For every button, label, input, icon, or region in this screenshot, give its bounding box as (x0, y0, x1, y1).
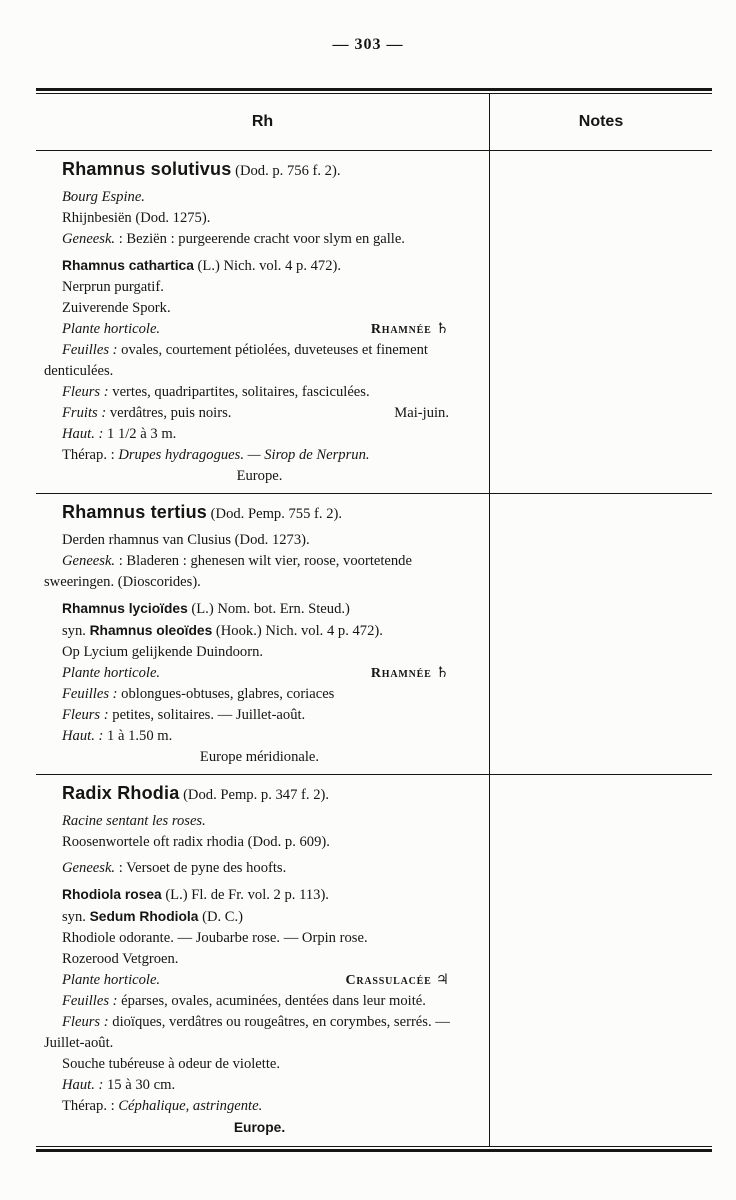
entry-text-segment: Racine sentant les roses. (62, 813, 206, 829)
entry-line (44, 382, 475, 403)
table-grid (36, 94, 712, 1146)
entry-text-segment: ♄ (435, 321, 449, 337)
entry-line (44, 705, 475, 726)
column-header-rh: Rh (36, 94, 490, 150)
entry-line (44, 445, 475, 466)
entry-line (44, 229, 475, 250)
reference-table (36, 88, 712, 1152)
entry-line (44, 663, 475, 684)
entry-line (44, 949, 475, 970)
entry-text-segment: éparses, ovales, acuminées, dentées dans leur moité. (117, 993, 426, 1009)
entry-text-segment: (Dod. p. 756 f. 2). (231, 163, 341, 179)
notes-cell (490, 494, 712, 774)
entry-text-segment: : Beziën : purgeerende cracht voor slym en galle. (115, 231, 405, 247)
entry-text-segment: Plante horticole. (62, 321, 161, 337)
entry-text-segment: Rozerood Vetgroen. (62, 951, 179, 967)
entry-text-segment: dioïques, verdâtres ou rougeâtres, en corymbes, serrés. — Juillet-août. (44, 1014, 450, 1051)
entry-line (44, 340, 475, 382)
entry (36, 151, 490, 493)
entry-text-segment: ovales, courtement pétiolées, duveteuses et finement denticulées. (44, 342, 428, 379)
entry-line (44, 298, 475, 319)
entry-line (44, 1117, 475, 1139)
entry-text-segment: Rhamnus oleoïdes (89, 623, 213, 638)
entry-text-segment: Europe. (236, 468, 283, 484)
entry-text-segment: : Bladeren : ghenesen wilt vier, roose, voortetende sweeringen. (Dioscorides). (44, 553, 412, 590)
entry-text-segment: Feuilles : (62, 993, 118, 1009)
top-rule-thick (36, 88, 712, 91)
entry-text-segment: Crassulacée (345, 973, 436, 988)
entry-text-segment: (Dod. Pemp. 755 f. 2). (207, 506, 343, 522)
entry-text-segment: Haut. : (62, 426, 104, 442)
entry-line (44, 551, 475, 593)
entry-row (36, 151, 712, 493)
entry-text-segment: 1 1/2 à 3 m. (103, 426, 177, 442)
entry-line (44, 1054, 475, 1075)
entry-line (44, 906, 475, 928)
line-left-part (44, 663, 160, 684)
entry-text-segment: Céphalique, astringente. (118, 1098, 263, 1114)
entry-text-segment: Plante horticole. (62, 665, 161, 681)
entry-line (44, 1075, 475, 1096)
entry-text-segment: verdâtres, puis noirs. (106, 405, 232, 421)
entry-text-segment: Thérap. : (62, 447, 119, 463)
entry-text-segment: Rhijnbesiën (Dod. 1275). (62, 210, 211, 226)
entry-text-segment: syn. (62, 623, 90, 639)
entry-line (44, 255, 475, 277)
species-title-text: Rhamnus tertius (62, 502, 208, 522)
entry-line (44, 884, 475, 906)
column-header-notes: Notes (578, 113, 624, 130)
entry-text-segment: Op Lycium gelijkende Duindoorn. (62, 644, 264, 660)
entry-text-segment: (Hook.) Nich. vol. 4 p. 472). (212, 623, 383, 639)
line-left-part (44, 319, 160, 340)
entry-line (44, 811, 475, 832)
page-number: — 303 — (332, 36, 404, 53)
entry-text-segment: Fruits : (62, 405, 107, 421)
entry-text-segment: syn. (62, 909, 90, 925)
entry-text-segment: Nerprun purgatif. (62, 279, 164, 295)
entry (36, 494, 490, 774)
entry-text-segment: Rhamnus lycioïdes (62, 601, 188, 616)
species-title-text: Radix Rhodia (62, 783, 180, 803)
line-right-part (394, 403, 449, 424)
entry-line (44, 970, 475, 991)
entry-text-segment: ♃ (435, 972, 449, 988)
entry-line (44, 832, 475, 853)
entry-line (44, 208, 475, 229)
entry-title-line (44, 781, 475, 807)
entry-text-segment: Fleurs : (62, 707, 109, 723)
entry-line (44, 858, 475, 879)
entry-text-segment: Rhamnus cathartica (62, 258, 194, 273)
entry-text-segment: Europe méridionale. (199, 749, 320, 765)
table-header-row (36, 94, 712, 151)
entry-line (44, 991, 475, 1012)
entry-text-segment: (Dod. Pemp. p. 347 f. 2). (179, 787, 329, 803)
entry-text-segment: Fleurs : (62, 384, 109, 400)
entry-text-segment: Geneesk. (62, 860, 116, 876)
line-right-part (345, 970, 449, 991)
entry-text-segment: Europe. (233, 1120, 286, 1135)
entry-text-segment: 15 à 30 cm. (103, 1077, 176, 1093)
entry-line (44, 530, 475, 551)
entry-text-segment: Feuilles : (62, 342, 118, 358)
entry-text-segment: Rhodiola rosea (62, 887, 162, 902)
entry-text-segment: 1 à 1.50 m. (103, 728, 173, 744)
entry-text-segment: ♄ (435, 665, 449, 681)
entry-line (44, 187, 475, 208)
entry-text-segment: oblongues-obtuses, glabres, coriaces (117, 686, 335, 702)
entry-line (44, 747, 475, 768)
entry-text-segment: Mai-juin. (394, 405, 449, 421)
entries-container (36, 151, 712, 1146)
bottom-rule-thick (36, 1149, 712, 1152)
notes-cell (490, 151, 712, 493)
entry-line (44, 928, 475, 949)
entry-text-segment: Rhamnée (370, 666, 436, 681)
entry-text-segment: Feuilles : (62, 686, 118, 702)
bottom-rule-thin (36, 1146, 712, 1147)
entry-row (36, 774, 712, 1146)
entry-title-line (44, 500, 475, 526)
line-left-part (44, 970, 160, 991)
entry-text-segment: (D. C.) (198, 909, 244, 925)
entry-text-segment: (L.) Nom. bot. Ern. Steud.) (187, 601, 350, 617)
entry-line (44, 1096, 475, 1117)
entry-line (44, 642, 475, 663)
entry-text-segment: Zuiverende Spork. (62, 300, 171, 316)
entry-text-segment: Drupes hydragogues. — Sirop de Nerprun. (118, 447, 370, 463)
entry-text-segment: petites, solitaires. — Juillet-août. (108, 707, 306, 723)
entry-line (44, 1012, 475, 1054)
entry-line (44, 684, 475, 705)
entry-line (44, 277, 475, 298)
entry-text-segment: Plante horticole. (62, 972, 161, 988)
entry-line (44, 726, 475, 747)
line-right-part (371, 663, 449, 684)
entry-text-segment: Derden rhamnus van Clusius (Dod. 1273). (62, 532, 310, 548)
entry-text-segment: Sedum Rhodiola (89, 909, 199, 924)
entry-text-segment: Haut. : (62, 1077, 104, 1093)
entry-title-line (44, 157, 475, 183)
entry-text-segment: Souche tubéreuse à odeur de violette. (62, 1056, 281, 1072)
line-left-part (44, 403, 231, 424)
entry-line (44, 466, 475, 487)
entry-text-segment: Geneesk. (62, 553, 116, 569)
entry-text-segment: vertes, quadripartites, solitaires, fasciculées. (108, 384, 370, 400)
entry-text-segment: Thérap. : (62, 1098, 119, 1114)
species-title-text: Rhamnus solutivus (62, 159, 232, 179)
entry-text-segment: Rhamnée (370, 322, 436, 337)
entry-line (44, 319, 475, 340)
entry (36, 775, 490, 1146)
entry-line (44, 424, 475, 445)
notes-cell (490, 775, 712, 1146)
entry-text-segment: : Versoet de pyne des hoofts. (115, 860, 287, 876)
entry-line (44, 403, 475, 424)
entry-text-segment: Geneesk. (62, 231, 116, 247)
entry-line (44, 620, 475, 642)
entry-text-segment: Rhodiole odorante. — Joubarbe rose. — Orpin rose. (62, 930, 368, 946)
entry-text-segment: Bourg Espine. (62, 189, 145, 205)
entry-text-segment: (L.) Nich. vol. 4 p. 472). (193, 258, 342, 274)
entry-text-segment: Roosenwortele oft radix rhodia (Dod. p. 609). (62, 834, 330, 850)
entry-line (44, 598, 475, 620)
line-right-part (371, 319, 449, 340)
entry-text-segment: Haut. : (62, 728, 104, 744)
entry-text-segment: Fleurs : (62, 1014, 109, 1030)
entry-row (36, 493, 712, 774)
entry-text-segment: (L.) Fl. de Fr. vol. 2 p. 113). (161, 887, 329, 903)
